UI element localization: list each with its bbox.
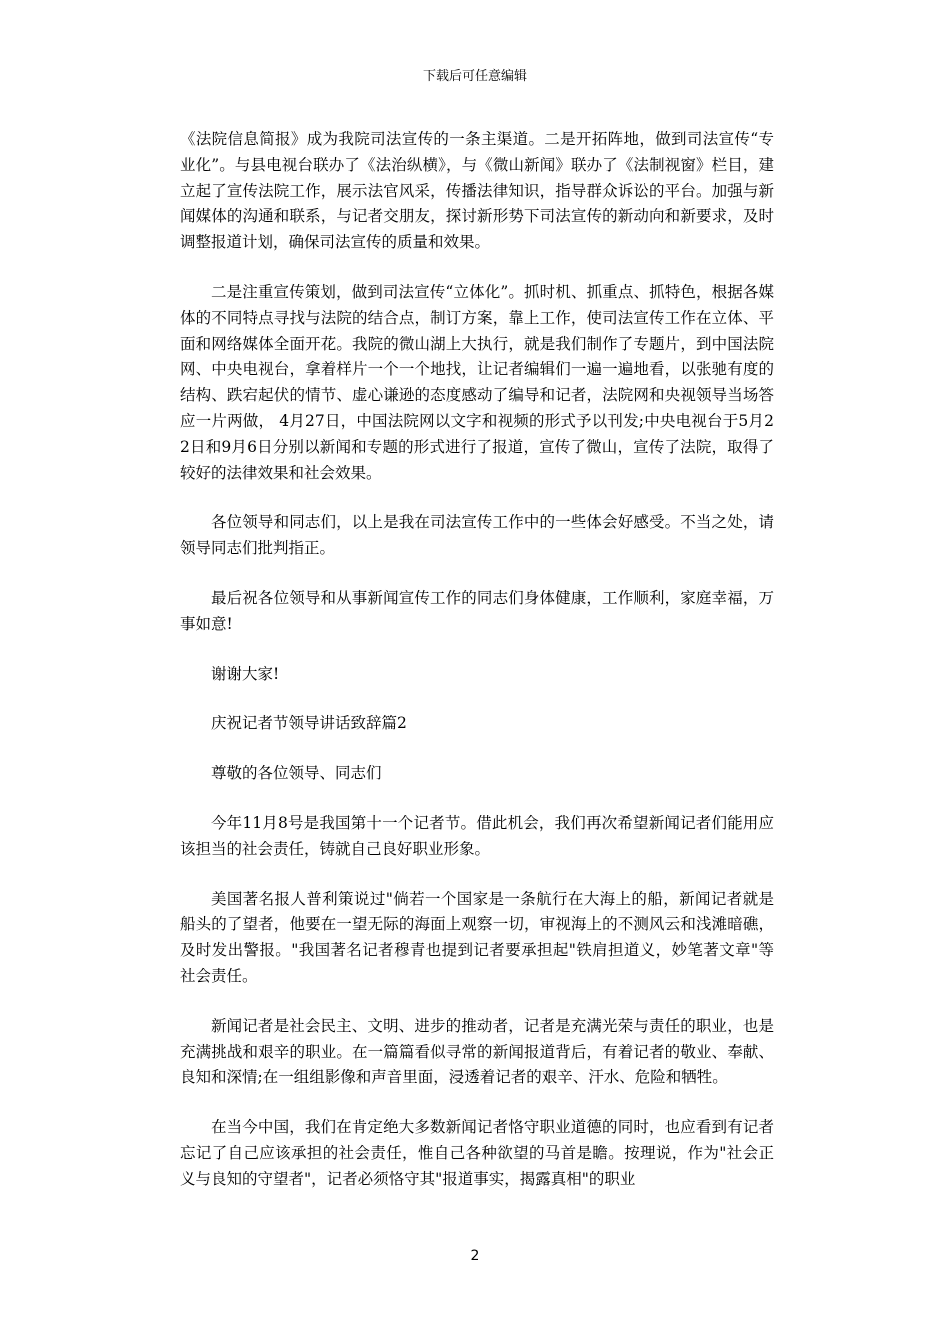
paragraph: 各位领导和同志们，以上是我在司法宣传工作中的一些体会好感受。不当之处，请领导同志们批判指正。: [180, 513, 774, 558]
paragraph: 谢谢大家!: [211, 664, 280, 683]
paragraph: 《法院信息简报》成为我院司法宣传的一条主渠道。二是开拓阵地，做到司法宣传“专业化”。与县电视台联办了《法治纵横》，与《微山新闻》联办了《法制视窗》栏目，建立起了宣传法院工作，展示法官风采，传播法律知识，指导群众诉讼的平台。加强与新闻媒体的沟通和联系，与记者交朋友，探讨新形势下司法宣传的新动向和新要求，及时调整报道计划，确保司法宣传的质量和效果。: [180, 130, 774, 252]
paragraph: 今年11月8号是我国第十一个记者节。借此机会，我们再次希望新闻记者们能用应该担当的社会责任，铸就自己良好职业形象。: [180, 813, 774, 858]
salutation: 尊敬的各位领导、同志们: [211, 764, 382, 783]
page-number: 2: [470, 1248, 480, 1264]
paragraph: 美国著名报人普利策说过"倘若一个国家是一条航行在大海上的船，新闻记者就是船头的了望者，他要在一望无际的海面上观察一切，审视海上的不测风云和浅滩暗礁，及时发出警报。"我国著名记者穆青也提到记者要承担起"铁肩担道义，妙笔著文章"等社会责任。: [180, 889, 774, 985]
document-body: [180, 127, 774, 1217]
page-header: 下载后可任意编辑: [422, 69, 527, 84]
paragraph: 最后祝各位领导和从事新闻宣传工作的同志们身体健康，工作顺利，家庭幸福，万事如意!: [180, 588, 774, 633]
paragraph: 二是注重宣传策划，做到司法宣传“立体化”。抓时机、抓重点、抓特色，根据各媒体的不同特点寻找与法院的结合点，制订方案，靠上工作，使司法宣传工作在立体、平面和网络媒体全面开花。我院的微山湖上大执行，就是我们制作了专题片，到中国法院网、中央电视台，拿着样片一个一个地找，让记者编辑们一遍一遍地看，以张驰有度的结构、跌宕起伏的情节、虚心谦逊的态度感动了编导和记者，法院网和央视领导当场答应一片两做， 4月27日，中国法院网以文字和视频的形式予以刊发;中央电视台于5月22日和9月6日分别以新闻和专题的形式进行了报道，宣传了微山，宣传了法院，取得了较好的法律效果和社会效果。: [180, 282, 774, 482]
paragraph: 在当今中国，我们在肯定绝大多数新闻记者恪守职业道德的同时，也应看到有记者忘记了自己应该承担的社会责任，惟自己各种欲望的马首是瞻。按理说，作为"社会正义与良知的守望者"，记者必须恪守其"报道事实，揭露真相"的职业: [180, 1118, 774, 1188]
section-title: 庆祝记者节领导讲话致辞篇2: [211, 714, 407, 733]
paragraph: 新闻记者是社会民主、文明、进步的推动者，记者是充满光荣与责任的职业，也是充满挑战和艰辛的职业。在一篇篇看似寻常的新闻报道背后，有着记者的敬业、奉献、良知和深情;在一组组影像和声音里面，浸透着记者的艰辛、汗水、危险和牺牲。: [180, 1016, 774, 1087]
